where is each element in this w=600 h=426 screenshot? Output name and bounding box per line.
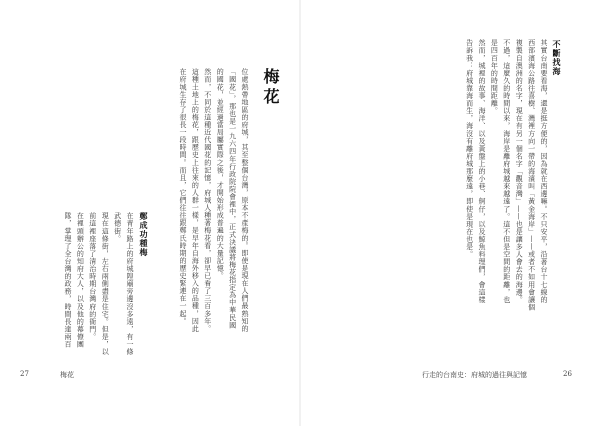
page-number-right: 26 — [563, 370, 572, 378]
text-line: 複製自澳洲的名字，現在有另一個名字「觀音灣」——也是讓多人會去的海邊。 — [515, 39, 524, 304]
right-page-body — [342, 39, 550, 331]
chapter-title: 梅花 — [261, 68, 280, 108]
running-title-left: 梅花 — [60, 371, 74, 379]
section-heading: 鄭成功種梅 — [139, 212, 148, 257]
running-title-right: 行走的台南史：府城的過往與記憶 — [422, 371, 527, 379]
text-line: 在青年路上的府城隍廟旁邊沒多遠，有一條武德街。 — [113, 212, 134, 356]
text-line: 這種土地上的梅花，跟歷史上往來的人群一樣，是早年自海外移入的品種，因此 — [191, 68, 200, 333]
text-line: 「國花」，那也是一九六四年行政院院會裡中，正式決議將梅花指定為中華民國 — [228, 68, 237, 329]
text-line: 不過，這麼久的時間以來，海岸是離府城越來越遠了。這不但是空間的距離，也 — [502, 39, 511, 304]
section-body — [60, 212, 136, 358]
text-line: 在府城生存了很長一段時間。而且，它們往往跟鄭氏時期的歷史緊連在一起。 — [178, 68, 187, 325]
text-line: 是四百年的時間距離。 — [490, 39, 499, 115]
text-line: 西部濱海公路往喜樹、灣裡方向一帶的海濱叫「黃金海岸」——或者不如用會讓個 — [527, 39, 536, 311]
text-line: 告訴我：府城靠海而生，海沒有離府城那麼遠，即使是現在也是。 — [465, 39, 474, 258]
text-line: 在裡頭辦公的知府大人，以及他的幕僚團隊，掌理了全台灣的政務，時間長達兩百 — [63, 212, 85, 348]
text-line: 然而，城裡的故事、海洋、以及黃盤上的小巷、舸仔，以及鯨魚料理們，會這樣 — [477, 39, 486, 304]
text-line: 其實台南要看海，還是挺方便的，因為就在西邊嘛。不只安平，沿著台十七線的 — [540, 39, 548, 304]
text-line: 現在這條街，左右兩側盡是住宅。但是，以前這裡座落了清治時期台灣府的衙門。 — [88, 212, 110, 356]
right-page-heading: 不斷找海 — [552, 40, 561, 76]
text-line: 的國花，並經過當局屬實際之後，才開始形成普遍的大量記憶。 — [216, 68, 225, 280]
left-page-body — [163, 68, 251, 358]
text-line: 然而，不同於這種近代國花的記憶，府城人種著梅花看，卻早已看了三百多年。 — [203, 68, 212, 333]
text-line: 位處熱帶地區的府城，其至整個台灣，原本不產梅的。即使是現在人們最熟知的 — [241, 68, 249, 333]
page-gutter — [299, 0, 301, 426]
page-number-left: 27 — [20, 370, 29, 378]
